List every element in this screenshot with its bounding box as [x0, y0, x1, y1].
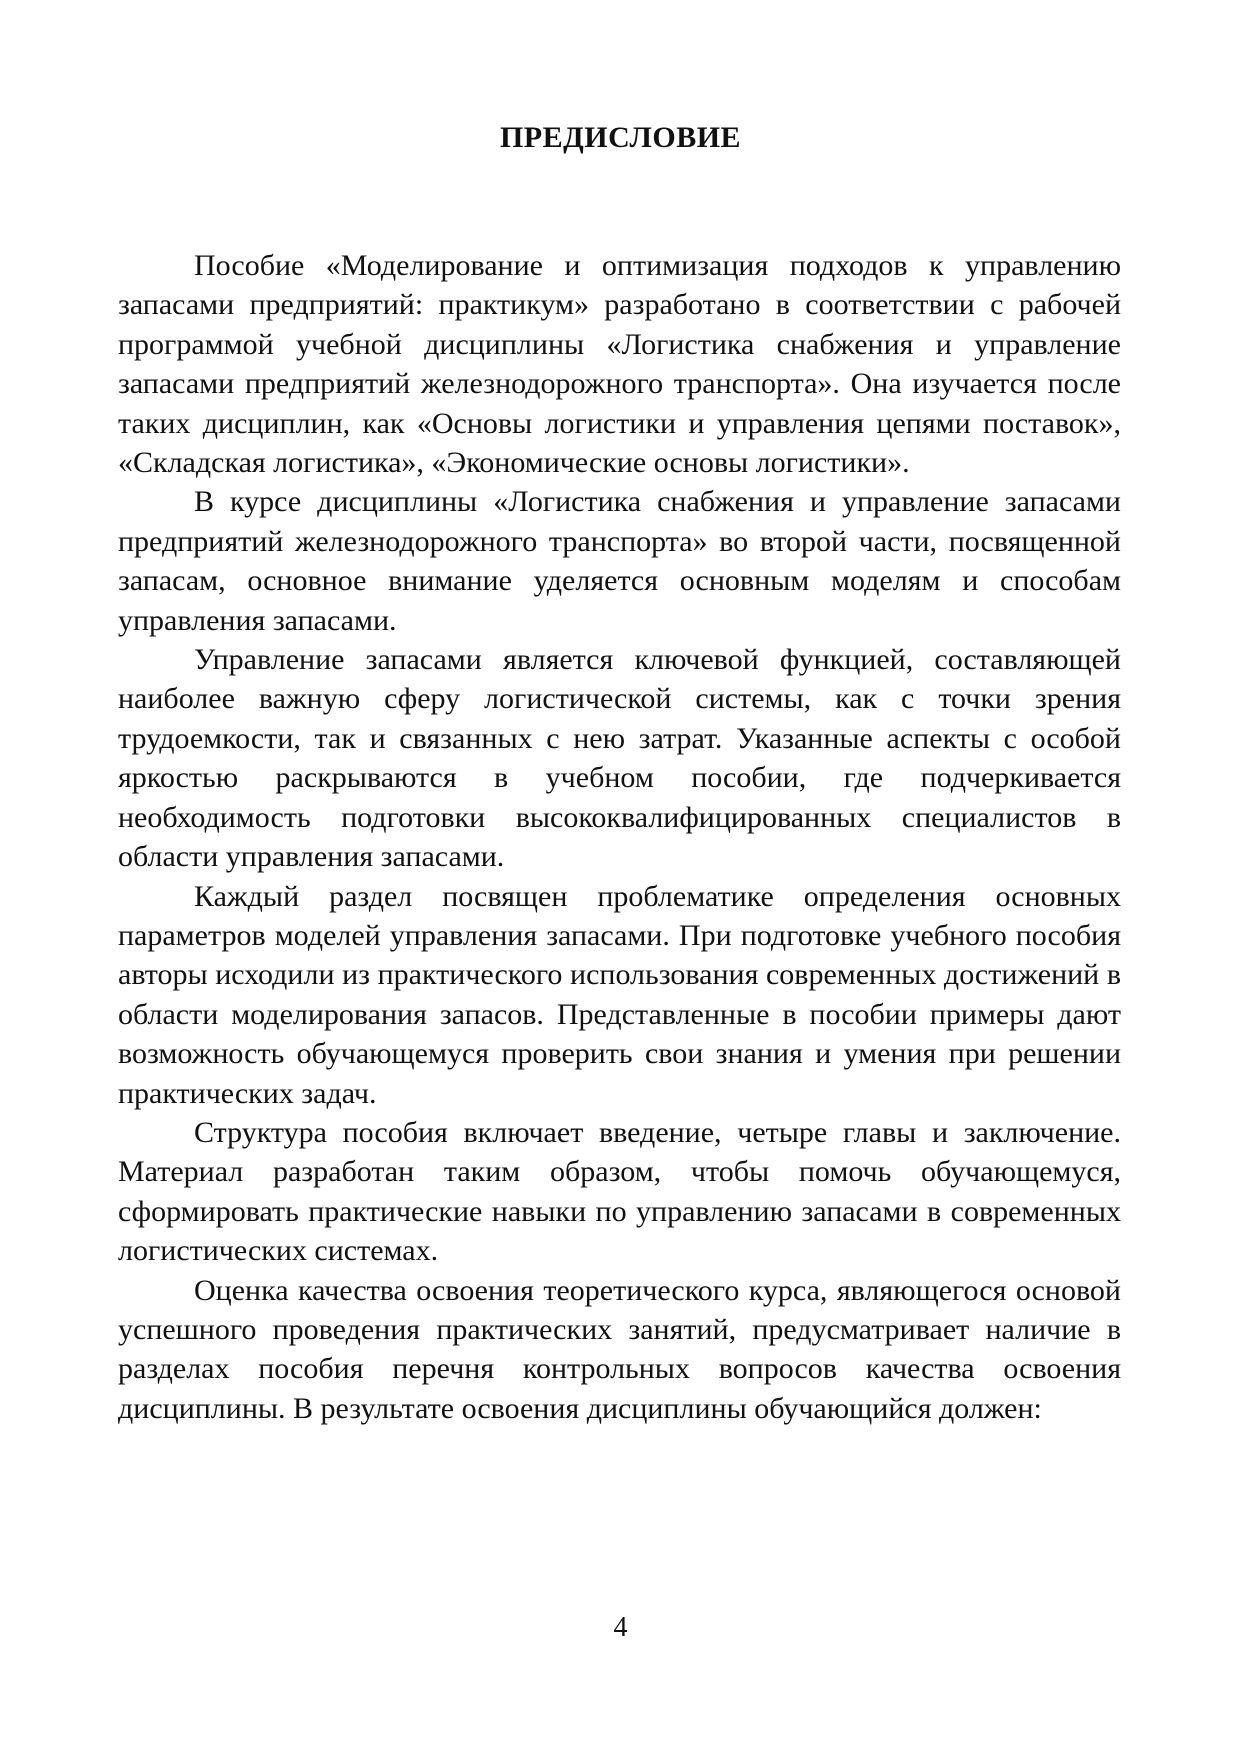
- paragraph-3: Управление запасами является ключевой функцией, составляющей наиболее важную сферу логистической системы, как с точки зрения трудоемкости, так и связанных с нею затрат. Указанные аспекты с особой яркостью раскрываются в учебном пособии, где подчеркивается необходимость подготовки высококвалифицированных специалистов в области управления запасами.: [118, 643, 1121, 874]
- paragraph-5: Структура пособия включает введение, четыре главы и заключение. Материал разработан таким образом, чтобы помочь обучающемуся, сформировать практические навыки по управлению запасами в современных логистических системах.: [118, 1115, 1121, 1268]
- paragraph-1: Пособие «Моделирование и оптимизация подходов к управлению запасами предприятий: практикум» разработано в соответствии с рабочей программой учебной дисциплины «Логистика снабжения и управление запасами предприятий железнодорожного транспорта». Она изучается после таких дисциплин, как «Основы логистики и управления цепями поставок», «Складская логистика», «Экономические основы логистики».: [118, 249, 1121, 480]
- paragraph-2: В курсе дисциплины «Логистика снабжения и управление запасами предприятий железнодорожного транспорта» во второй части, посвященной запасам, основное внимание уделяется основным моделям и способам управления запасами.: [118, 485, 1121, 637]
- preface-body: [118, 246, 1121, 1428]
- page-title: ПРЕДИСЛОВИЕ: [499, 121, 742, 154]
- paragraph-6: Оценка качества освоения теоретического курса, являющегося основой успешного проведения практических занятий, предусматривает наличие в разделах пособия перечня контрольных вопросов качества освоения дисциплины. В результате освоения дисциплины обучающийся должен:: [118, 1273, 1121, 1425]
- page-number: 4: [613, 1612, 628, 1643]
- paragraph-4: Каждый раздел посвящен проблематике определения основных параметров моделей управления запасами. При подготовке учебного пособия авторы исходили из практического использования современных достижений в области моделирования запасов. Представленные в пособии примеры дают возможность обучающемуся проверить свои знания и умения при решении практических задач.: [118, 879, 1121, 1110]
